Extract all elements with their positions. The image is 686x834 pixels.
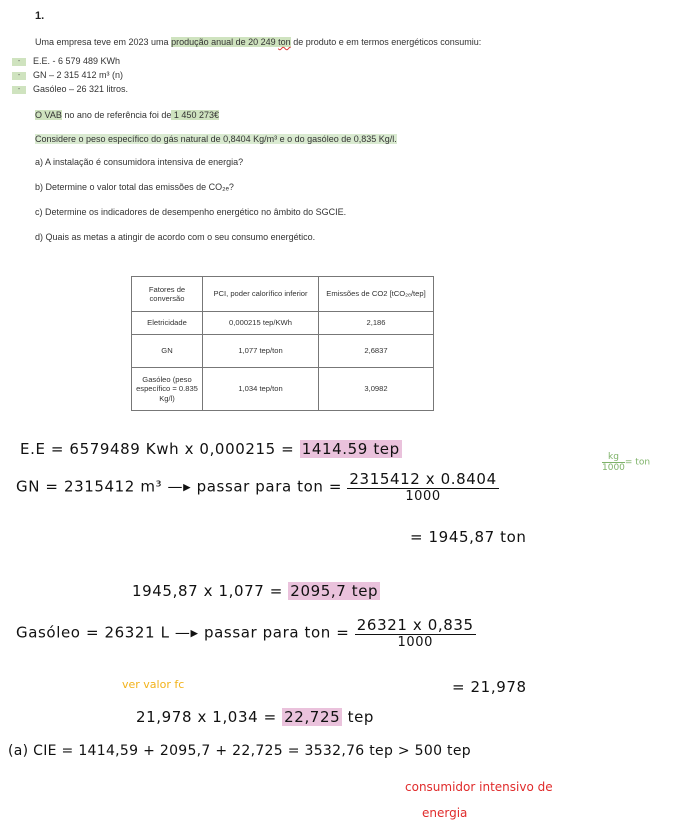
pci-cell: 1,034 tep/ton [203, 368, 319, 411]
table-row [132, 368, 434, 411]
header-cell: PCI, poder calorífico inferior [203, 277, 319, 312]
conversion-factor-table [131, 276, 434, 411]
pci-cell: 1,077 tep/ton [203, 335, 319, 368]
question-d: d) Quais as metas a atingir de acordo com o seu consumo energético. [35, 232, 316, 242]
fuel-cell: GN [132, 335, 203, 368]
gasoleo-ton-line: = 21,978 [452, 678, 527, 696]
density-text: Considere o peso específico do gás natural de 0,8404 Kg/m³ e o do gasóleo de 0,835 Kg/l. [35, 134, 397, 144]
gasoleo-result: 22,725 [284, 708, 341, 726]
emission-cell: 3,0982 [319, 368, 434, 411]
fuel-cell: Eletricidade [132, 312, 203, 335]
header-cell: Fatores de conversão [132, 277, 203, 312]
consumption-item: - GN – 2 315 412 m³ (n) [12, 70, 123, 80]
header-cell: Emissões de CO2 [tCO₂ₑ/tep] [319, 277, 434, 312]
question-c: c) Determine os indicadores de desempenho energético no âmbito do SGCIE. [35, 207, 347, 217]
intro-text: Uma empresa teve em 2023 uma produção anual de 20 249 ton de produto e em termos energéticos consumiu: [35, 37, 482, 47]
gasoleo-line: Gasóleo = 26321 L —▸ passar para ton = $\frac{26321 x 0,835}{1000}$ [16, 616, 474, 650]
gn-fraction: $\frac{2315412 x 0.8404}{1000}$ [349, 470, 497, 504]
gn-line: GN = 2315412 m³ —▸ passar para ton = $\frac{2315412 x 0.8404}{1000}$ [16, 470, 497, 504]
table-header-row [132, 277, 434, 312]
gn-result: 2095,7 tep [290, 582, 379, 600]
pci-cell: 0,000215 tep/KWh [203, 312, 319, 335]
bullet-icon: - [12, 58, 26, 66]
emission-cell: 2,186 [319, 312, 434, 335]
fuel-cell: Gasóleo (peso específico = 0.835 Kg/l) [132, 368, 203, 411]
table-row [132, 335, 434, 368]
bullet-icon: - [12, 86, 26, 94]
emission-cell: 2,6837 [319, 335, 434, 368]
consumption-item: - E.E. - 6 579 489 KWh [12, 56, 120, 66]
gn-ton-line: = 1945,87 ton [410, 528, 527, 546]
conclusion-line-2: energia [422, 806, 468, 820]
ee-result: 1414.59 tep [301, 440, 400, 458]
exercise-sheet [0, 0, 686, 408]
gasoleo-fraction: $\frac{26321 x 0,835}{1000}$ [356, 616, 474, 650]
ee-line: E.E = 6579489 Kwh x 0,000215 = 1414.59 tep [20, 440, 400, 458]
bullet-icon: - [12, 72, 26, 80]
consumption-item: - Gasóleo – 26 321 litros. [12, 84, 128, 94]
question-b: b) Determine o valor total das emissões de CO₂ₑ? [35, 182, 234, 192]
gasoleo-tep-line: 21,978 x 1,034 = 22,725 tep [136, 708, 375, 726]
gn-tep-line: 1945,87 x 1,077 = 2095,7 tep [132, 582, 379, 600]
note-check-factor: ver valor fc [122, 678, 185, 691]
cie-line: (a) CIE = 1414,59 + 2095,7 + 22,725 = 3532,76 tep > 500 tep [8, 743, 471, 759]
exercise-number: 1. [35, 10, 45, 22]
question-a: a) A instalação é consumidora intensiva de energia? [35, 157, 244, 167]
table-row [132, 312, 434, 335]
vab-text: O VAB no ano de referência foi de 1 450 273€ [35, 110, 219, 120]
conclusion-line-1: consumidor intensivo de [405, 780, 553, 794]
unit-note: $\frac{kg}{1000}$ = ton [602, 452, 651, 473]
